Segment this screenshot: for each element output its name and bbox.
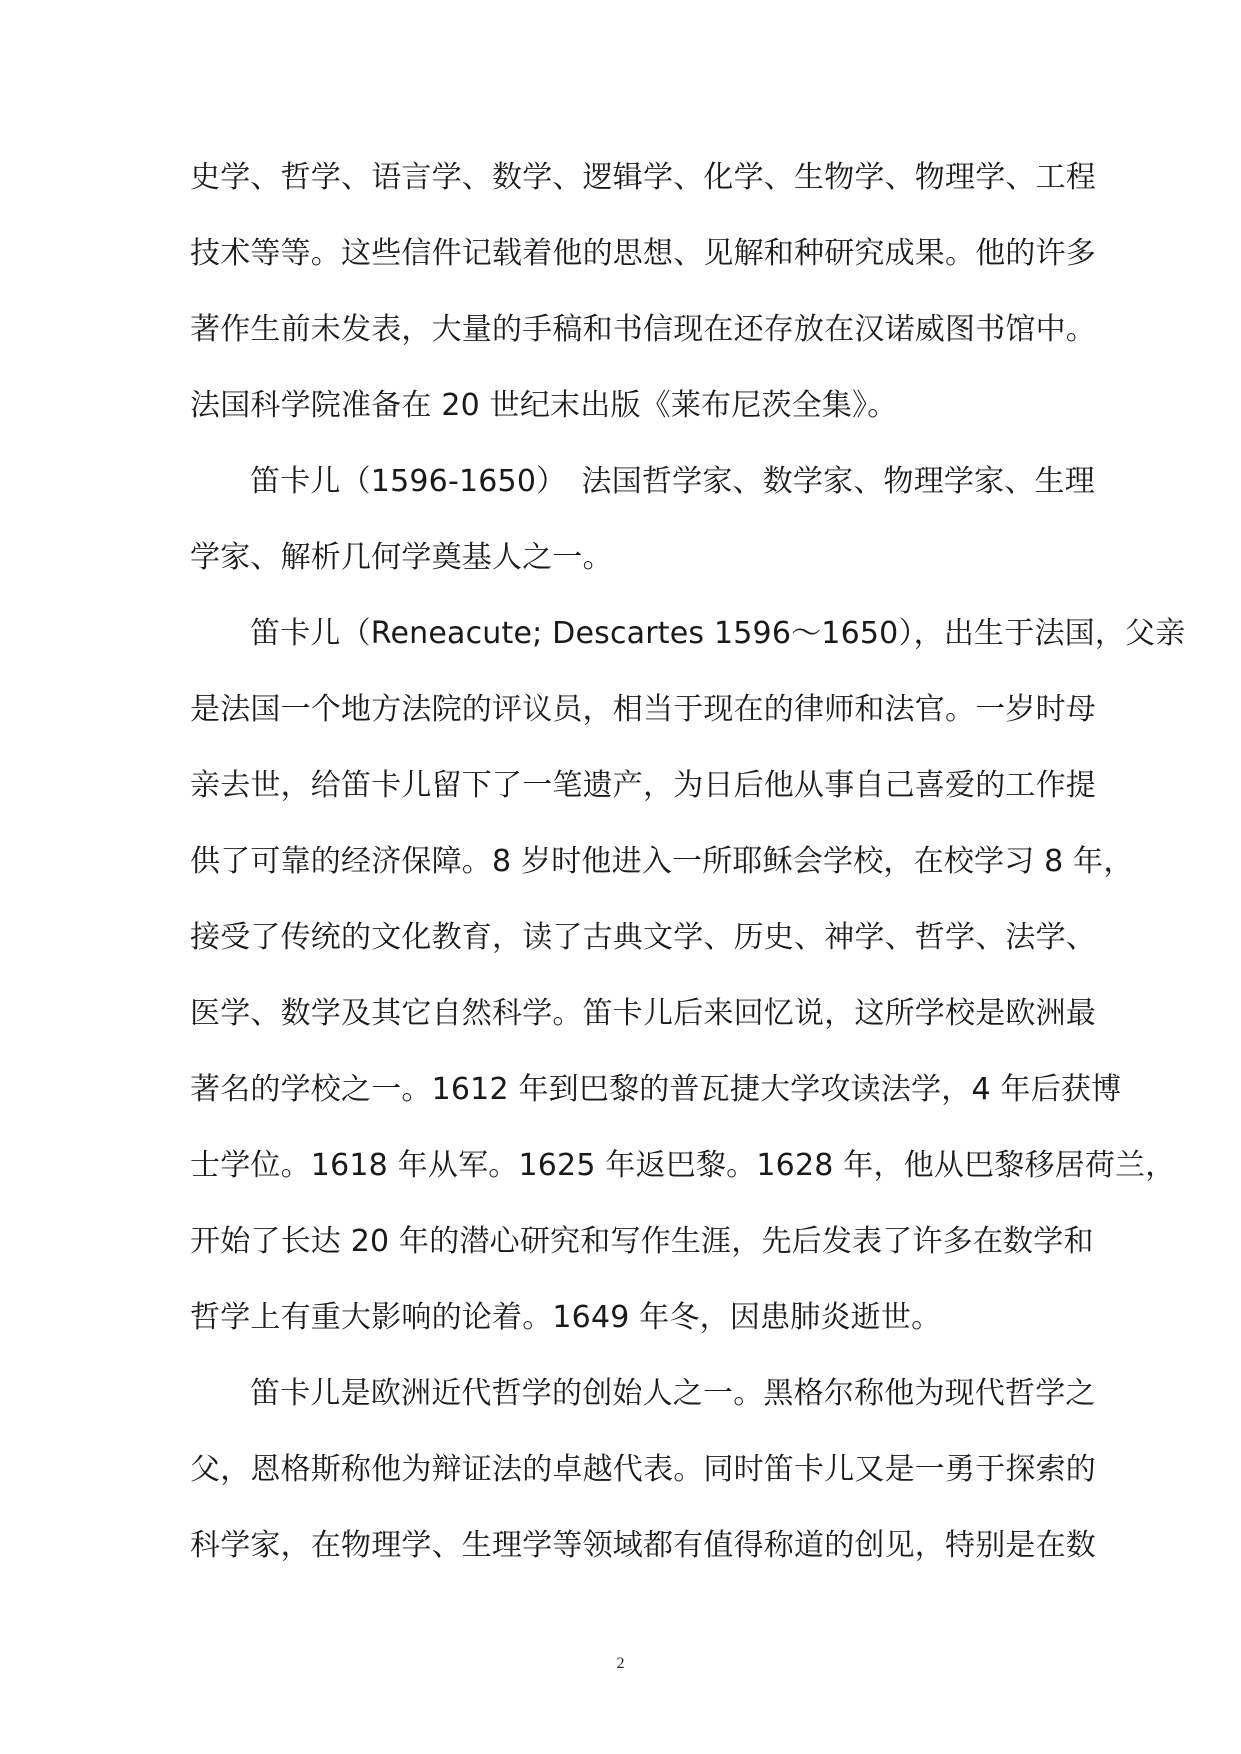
text-line: 著名的学校之一。1612 年到巴黎的普瓦捷大学攻读法学，4 年后获博	[190, 1072, 1122, 1107]
text-line: 史学、哲学、语言学、数学、逻辑学、化学、生物学、物理学、工程	[190, 160, 1096, 195]
text-line: 接受了传统的文化教育，读了古典文学、历史、神学、哲学、法学、	[190, 920, 1096, 955]
text-line: 笛卡儿（Reneacute; Descartes 1596～1650），出生于法国，父亲	[250, 616, 1186, 651]
text-line: 著作生前未发表，大量的手稿和书信现在还存放在汉诺威图书馆中。	[190, 312, 1096, 347]
text-line: 开始了长达 20 年的潜心研究和写作生涯，先后发表了许多在数学和	[190, 1224, 1094, 1259]
text-line: 笛卡儿（1596-1650） 法国哲学家、数学家、物理学家、生理	[250, 464, 1095, 499]
body-text	[190, 140, 1186, 1584]
text-line: 法国科学院准备在 20 世纪末出版《莱布尼茨全集》。	[190, 388, 898, 423]
text-line: 技术等等。这些信件记载着他的思想、见解和种研究成果。他的许多	[190, 236, 1096, 271]
text-line: 父，恩格斯称他为辩证法的卓越代表。同时笛卡儿又是一勇于探索的	[190, 1452, 1096, 1487]
text-line: 士学位。1618 年从军。1625 年返巴黎。1628 年，他从巴黎移居荷兰，	[190, 1148, 1176, 1183]
text-line: 科学家，在物理学、生理学等领域都有值得称道的创见，特别是在数	[190, 1528, 1096, 1563]
text-line: 笛卡儿是欧洲近代哲学的创始人之一。黑格尔称他为现代哲学之	[250, 1376, 1096, 1411]
text-line: 供了可靠的经济保障。8 岁时他进入一所耶稣会学校，在校学习 8 年，	[190, 844, 1134, 879]
text-line: 是法国一个地方法院的评议员，相当于现在的律师和法官。一岁时母	[190, 692, 1096, 727]
text-line: 医学、数学及其它自然科学。笛卡儿后来回忆说，这所学校是欧洲最	[190, 996, 1096, 1031]
text-line: 亲去世，给笛卡儿留下了一笔遗产，为日后他从事自己喜爱的工作提	[190, 768, 1096, 803]
page-number: 2	[616, 1655, 625, 1672]
text-line: 学家、解析几何学奠基人之一。	[190, 540, 613, 575]
text-line: 哲学上有重大影响的论着。1649 年冬，因患肺炎逝世。	[190, 1300, 942, 1335]
